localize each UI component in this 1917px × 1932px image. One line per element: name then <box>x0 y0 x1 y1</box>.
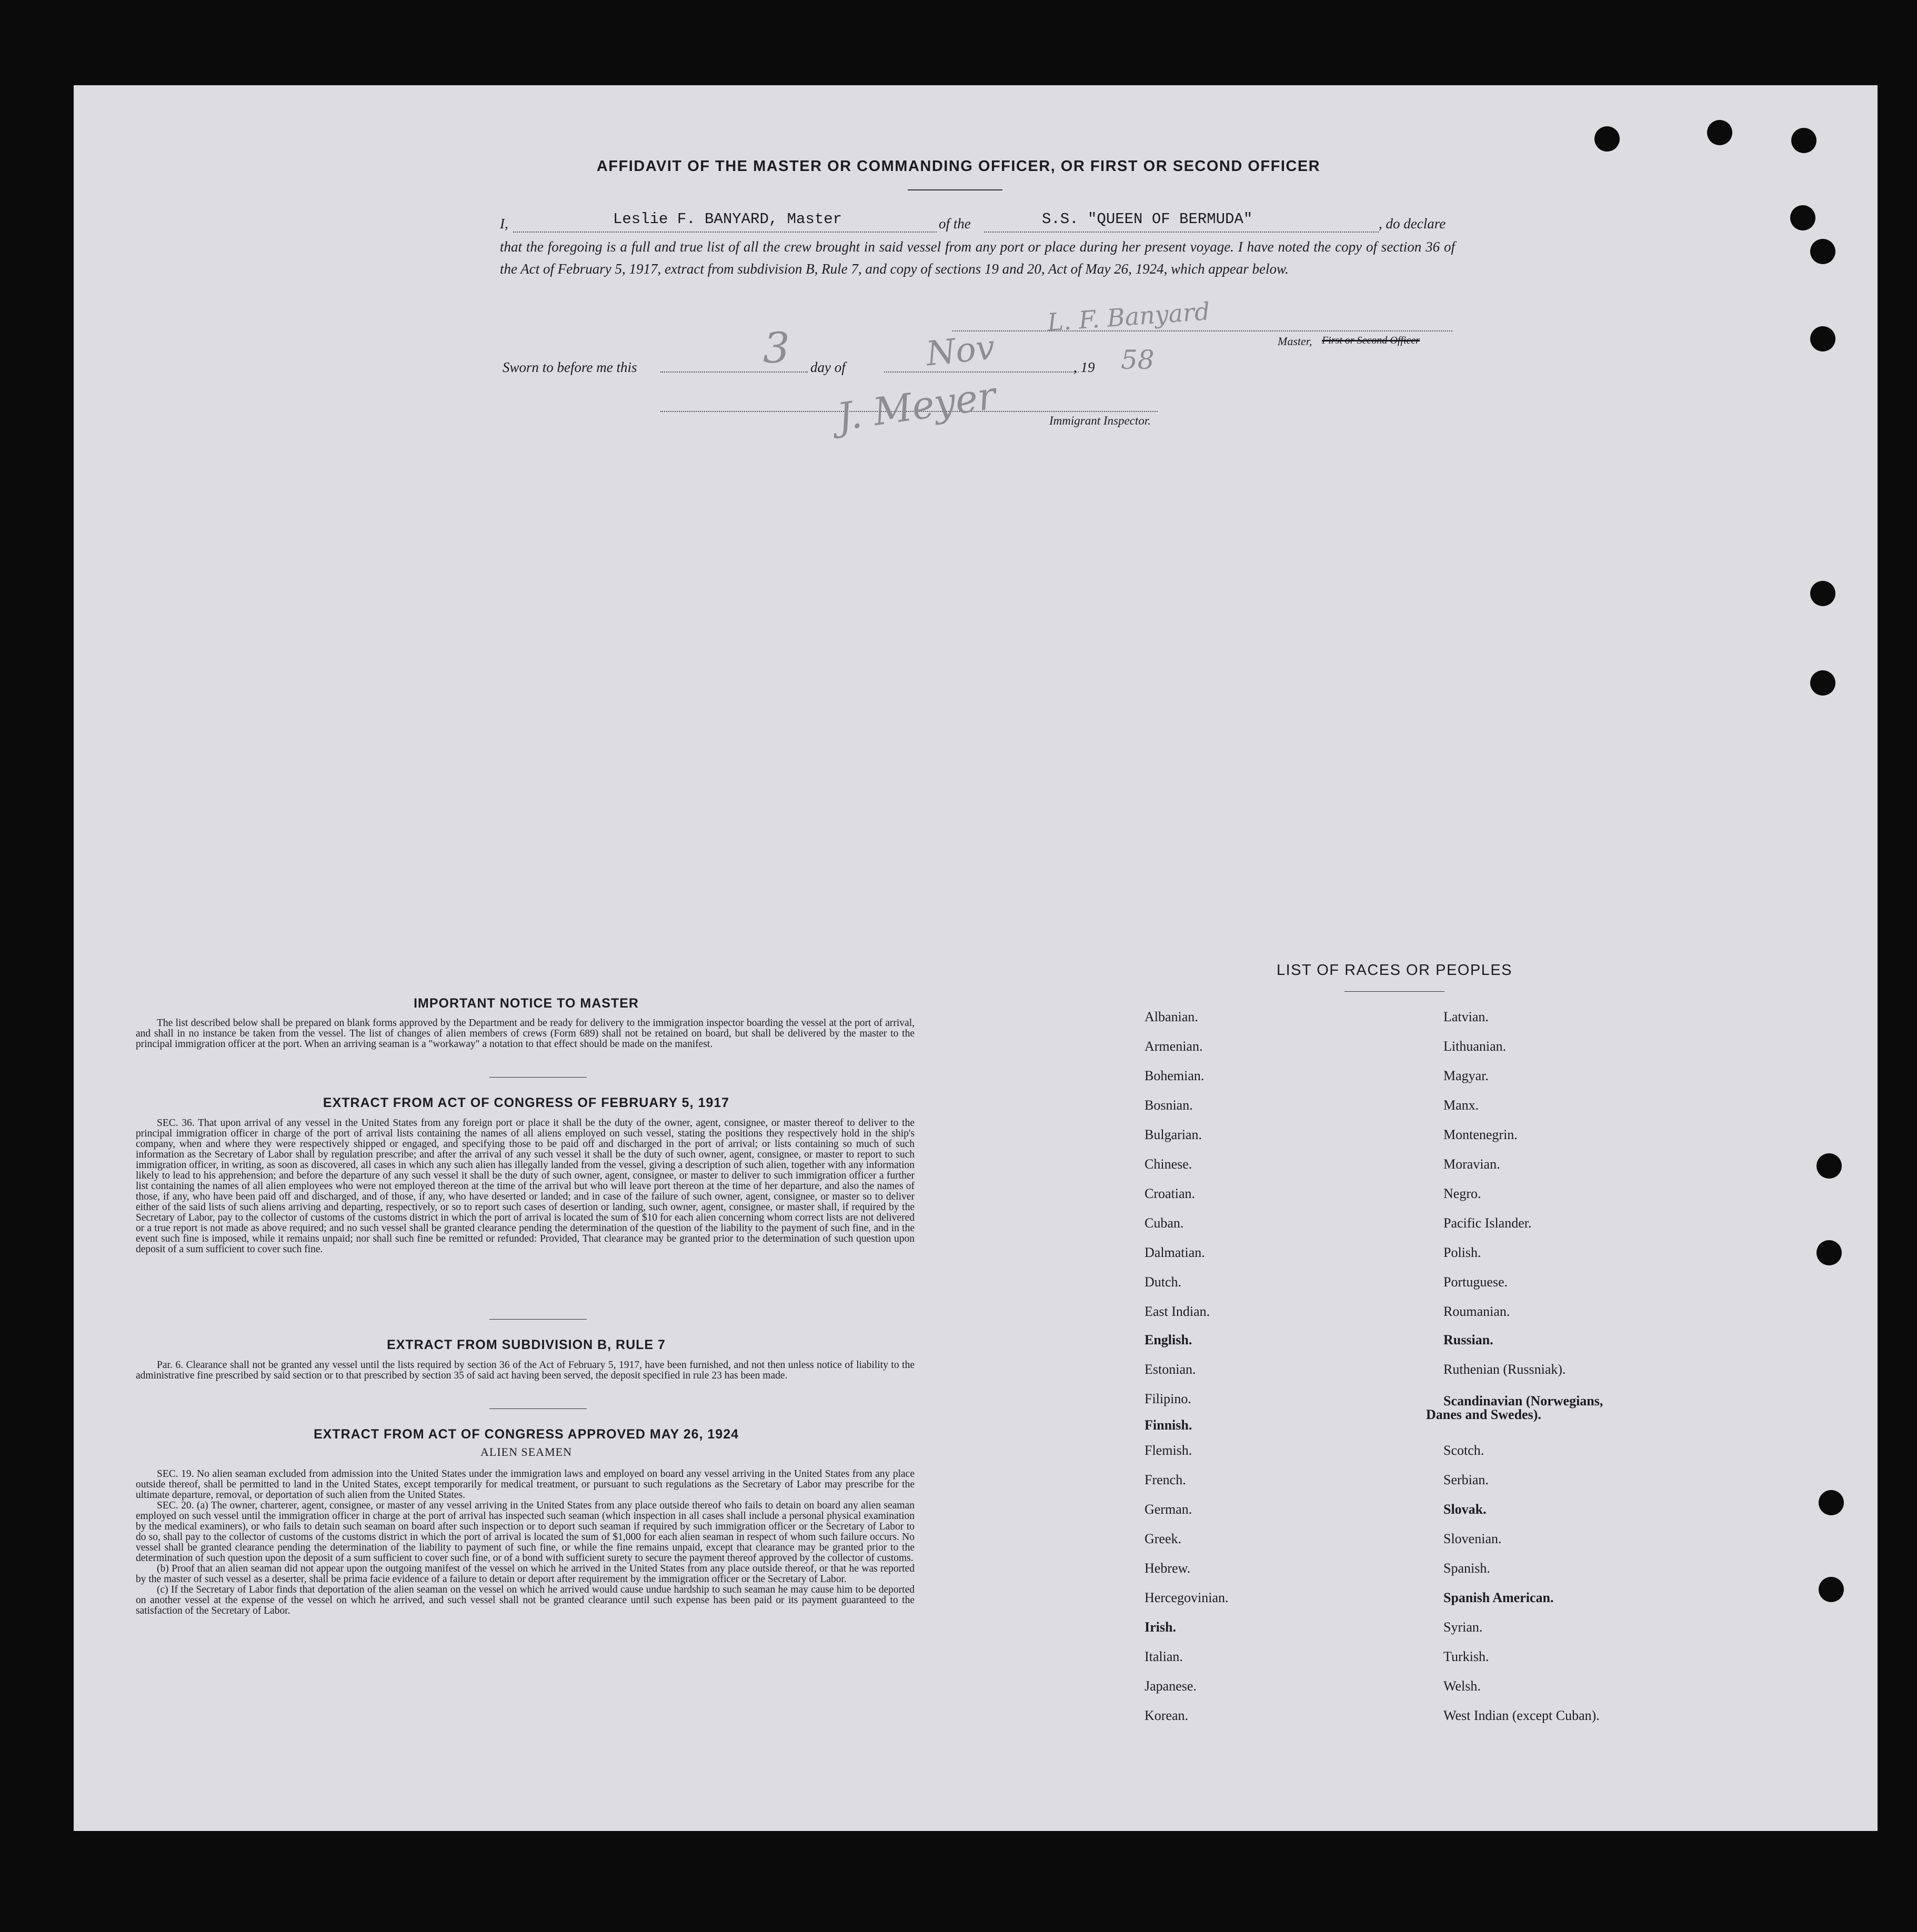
race-item: Finnish. <box>1145 1417 1192 1433</box>
race-item: Portuguese. <box>1443 1274 1508 1290</box>
race-item: East Indian. <box>1145 1304 1210 1319</box>
do-declare: , do declare <box>1379 216 1446 232</box>
sec20a-paragraph: SEC. 20. (a) The owner, charterer, agent, consignee, or master of any vessel arriving in the United States from any place outside thereof who fails to detain on board any alien seaman employed on such vessel until the immigration officer in charge at the port of arrival has inspected such seaman (which inspection in all cases shall include a personal physical examination by the medical examiners), or who fails to detain such seaman on board after such inspection or to deport such seaman if required by such immigration officer or the Secretary of Labor to do so, shall pay to the collector of customs of the customs district in which the port of arrival is located the sum of $1,000 for each alien seaman in respect of whom such failure occurs. No vessel shall be granted clearance pending the determination of the liability to payment of such fine, or while the fine remains unpaid, except that clearance may be granted prior to the determination of such question upon the deposit of a sum sufficient to cover such fine, or of a bond with sufficient surety to secure the payment thereof approved by the collector of customs. <box>136 1500 915 1564</box>
race-item: Negro. <box>1443 1186 1481 1201</box>
race-item: Armenian. <box>1145 1039 1203 1054</box>
race-item: Bohemian. <box>1145 1068 1205 1083</box>
race-item: Irish. <box>1145 1619 1176 1635</box>
race-item: Hebrew. <box>1145 1561 1191 1576</box>
sworn-day: 3 <box>763 324 790 373</box>
vessel-line <box>984 232 1379 233</box>
race-item: Italian. <box>1145 1649 1183 1664</box>
race-item: Scandinavian (Norwegians, <box>1443 1393 1603 1408</box>
affidavit-statement: that the foregoing is a full and true list of all the crew brought in said vessel from any port or place during her present voyage. I have noted the copy of section 36 of the Act of February 5, 1917, extract from subdivision B, Rule 7, and copy of sections 19 and 20, Act of May 26, 1924, which appear below. <box>500 239 1455 277</box>
punch-hole <box>1707 120 1732 145</box>
section-divider <box>489 1408 587 1409</box>
punch-hole <box>1790 205 1815 230</box>
race-item: Welsh. <box>1443 1678 1481 1694</box>
sec36-paragraph: SEC. 36. That upon arrival of any vessel in the United States from any foreign port or place it shall be the duty of the owner, agent, consignee, or master thereof to deliver to the principal immigration officer in charge of the port of arrival lists containing the names of all aliens employed on such vessel, stating the positions they respectively hold in the ship's company, when and where they were respectively shipped or engaged, and specifying those to be paid off and discharged in the port of arrival; or lists containing so much of such information as the Secretary of Labor shall by regulation prescribe; and after the arrival of any such vessel it shall be the duty of such owner, agent, consignee, or master to report to such immigration officer, in writing, as soon as discovered, all cases in which any such alien has illegally landed from the vessel, giving a description of such alien, together with any information likely to lead to his apprehension; and before the departure of any such vessel it shall be the duty of such owner, agent, consignee, or master to deliver to such immigration officer a further list containing the names of all alien employees who were not employed thereon at the time of the arrival but who will leave port thereon at the time of her departure, and also the names of those, if any, who have been paid off and discharged, and of those, if any, who have deserted or landed; and in case of the failure of such owner, agent, consignee, or master so to deliver either of the said lists of such aliens arriving and departing, respectively, or so to report such cases of desertion or landing, such owner, agent, consignee, or master shall, if required by the Secretary of Labor, pay to the collector of customs of the customs district in which the port of arrival is located the sum of $10 for each alien concerning whom correct lists are not delivered or a true report is not made as above required; and no such vessel shall be granted clearance pending the determination of the question of the liability to the payment of such fine, and in the event such fine is imposed, while it remains unpaid; nor shall such fine be remitted or refunded: Provided, That clearance may be granted prior to the determination of such question upon deposit of a sum sufficient to cover such fine. <box>136 1118 915 1255</box>
of-the-label: of the <box>939 216 971 232</box>
sworn-month: Nov <box>924 328 997 374</box>
race-item: Estonian. <box>1145 1362 1196 1377</box>
master-label: Master, <box>1278 335 1312 348</box>
punch-hole <box>1819 1577 1844 1602</box>
race-item: English. <box>1145 1332 1192 1347</box>
punch-hole <box>1819 1490 1844 1515</box>
race-item: Polish. <box>1443 1245 1481 1260</box>
punch-hole <box>1816 1240 1842 1265</box>
race-item: Serbian. <box>1443 1472 1489 1487</box>
races-title: LIST OF RACES OR PEOPLES <box>1276 962 1513 979</box>
extract-rule7-body <box>136 1360 915 1381</box>
race-item: Bosnian. <box>1145 1098 1193 1113</box>
race-item: Hercegovinian. <box>1145 1590 1229 1605</box>
sec20c-paragraph: (c) If the Secretary of Labor finds that deportation of the alien seaman on the vessel on which he arrived would cause undue hardship to such seaman he may cause him to be deported on another vessel at the expense of the vessel on which he arrived, and such vessel shall not be granted clearance until such expense has been paid or its payment guaranteed to the satisfaction of the Secretary of Labor. <box>136 1584 915 1616</box>
races-rule <box>1344 991 1444 992</box>
race-item: Filipino. <box>1145 1391 1191 1406</box>
year-prefix: , 19 <box>1073 359 1095 375</box>
race-item: Dutch. <box>1145 1274 1182 1290</box>
race-item: Flemish. <box>1145 1443 1192 1458</box>
race-item: Bulgarian. <box>1145 1127 1202 1142</box>
sec20b-paragraph: (b) Proof that an alien seaman did not appear upon the outgoing manifest of the vessel on which he arrived in the United States from any place outside thereof, or that he was reported by the master of such vessel as a deserter, shall be prima facie evidence of a failure to detain or deport after requirement by the immigration officer or the Secretary of Labor. <box>136 1563 915 1585</box>
alien-seamen-subtitle: ALIEN SEAMEN <box>480 1445 572 1458</box>
race-item: Magyar. <box>1443 1068 1489 1083</box>
sec19-paragraph: SEC. 19. No alien seaman excluded from admission into the United States under the immigration laws and employed on board any vessel arriving in the United States from any place outside thereof, shall be permitted to land in the United States, except temporarily for medical treatment, or pursuant to such regulations as the Secretary of Labor may prescribe for the ultimate departure, removal, or deportation of such alien from the United States. <box>136 1468 915 1501</box>
race-item: Syrian. <box>1443 1619 1483 1635</box>
race-item: Slovenian. <box>1443 1531 1502 1546</box>
race-item: Turkish. <box>1443 1649 1489 1664</box>
title-rule <box>908 189 1002 190</box>
extract-rule7-title: EXTRACT FROM SUBDIVISION B, RULE 7 <box>387 1337 666 1352</box>
race-item: Spanish American. <box>1443 1590 1554 1605</box>
sworn-label: Sworn to before me this <box>503 359 637 375</box>
extract-1917-body <box>136 1118 915 1255</box>
punch-hole <box>1594 126 1620 152</box>
vessel-name: S.S. "QUEEN OF BERMUDA" <box>1042 210 1253 228</box>
race-item: Danes and Swedes). <box>1426 1407 1541 1422</box>
punch-hole <box>1810 581 1835 606</box>
extract-1917-title: EXTRACT FROM ACT OF CONGRESS OF FEBRUARY 5, 1917 <box>323 1095 730 1110</box>
punch-hole <box>1810 239 1835 264</box>
notice-paragraph: The list described below shall be prepared on blank forms approved by the Department and be ready for delivery to the immigration inspector boarding the vessel at the port of arrival, and shall in no instance be taken from the vessel. The list of changes of alien members of crews (Form 689) shall not be retained on board, but shall be delivered by the master to the principal immigration officer at the port. When an arriving seaman is a "workaway" a notation to that effect should be made on the manifest. <box>136 1018 915 1050</box>
sworn-month-line <box>884 371 1079 373</box>
punch-hole <box>1810 670 1835 696</box>
race-item: Pacific Islander. <box>1443 1215 1532 1231</box>
race-item: Ruthenian (Russniak). <box>1443 1362 1566 1377</box>
race-item: Manx. <box>1443 1098 1479 1113</box>
race-item: Roumanian. <box>1443 1304 1510 1319</box>
par6-paragraph: Par. 6. Clearance shall not be granted any vessel until the lists required by section 36 of the Act of February 5, 1917, have been furnished, and not then unless notice of liability to the administrative fine prescribed by said section or to that prescribed by section 35 of said act having been served, the deposit specified in rule 23 has been made. <box>136 1360 915 1381</box>
race-item: Slovak. <box>1443 1502 1487 1517</box>
master-signature: L. F. Banyard <box>1046 297 1211 337</box>
race-item: Dalmatian. <box>1145 1245 1205 1260</box>
punch-hole <box>1810 326 1835 351</box>
race-item: Moravian. <box>1443 1156 1500 1172</box>
race-item: Albanian. <box>1145 1009 1198 1024</box>
master-name: Leslie F. BANYARD, Master <box>613 210 842 228</box>
name-line <box>513 232 937 233</box>
i-label: I, <box>500 216 508 232</box>
race-item: Montenegrin. <box>1443 1127 1518 1142</box>
master-sign-line <box>952 330 1452 331</box>
punch-hole <box>1791 128 1816 153</box>
race-item: Chinese. <box>1145 1156 1192 1172</box>
punch-hole <box>1816 1153 1842 1179</box>
race-item: French. <box>1145 1472 1186 1487</box>
affidavit-title: AFFIDAVIT OF THE MASTER OR COMMANDING OFFICER, OR FIRST OR SECOND OFFICER <box>596 158 1321 175</box>
race-item: Greek. <box>1145 1531 1182 1546</box>
section-divider <box>489 1077 587 1078</box>
inspector-signature: J. Meyer <box>834 373 999 439</box>
race-item: Latvian. <box>1443 1009 1489 1024</box>
race-item: Korean. <box>1145 1708 1189 1723</box>
race-item: West Indian (except Cuban). <box>1443 1708 1600 1723</box>
extract-1924-body <box>136 1469 915 1616</box>
master-label-struck: First or Second Officer <box>1322 335 1420 346</box>
inspector-label: Immigrant Inspector. <box>1049 414 1151 427</box>
race-item: Croatian. <box>1145 1186 1196 1201</box>
race-item: Spanish. <box>1443 1561 1490 1576</box>
race-item: Scotch. <box>1443 1443 1484 1458</box>
notice-body <box>136 1018 915 1050</box>
race-item: German. <box>1145 1502 1192 1517</box>
race-item: Cuban. <box>1145 1215 1184 1231</box>
day-of-label: day of <box>810 359 846 375</box>
race-item: Japanese. <box>1145 1678 1197 1694</box>
notice-title: IMPORTANT NOTICE TO MASTER <box>414 996 639 1011</box>
section-divider <box>489 1319 587 1320</box>
extract-1924-title: EXTRACT FROM ACT OF CONGRESS APPROVED MAY 26, 1924 <box>313 1427 739 1442</box>
race-item: Russian. <box>1443 1332 1493 1347</box>
race-item: Lithuanian. <box>1443 1039 1507 1054</box>
sworn-year: 58 <box>1121 345 1155 375</box>
